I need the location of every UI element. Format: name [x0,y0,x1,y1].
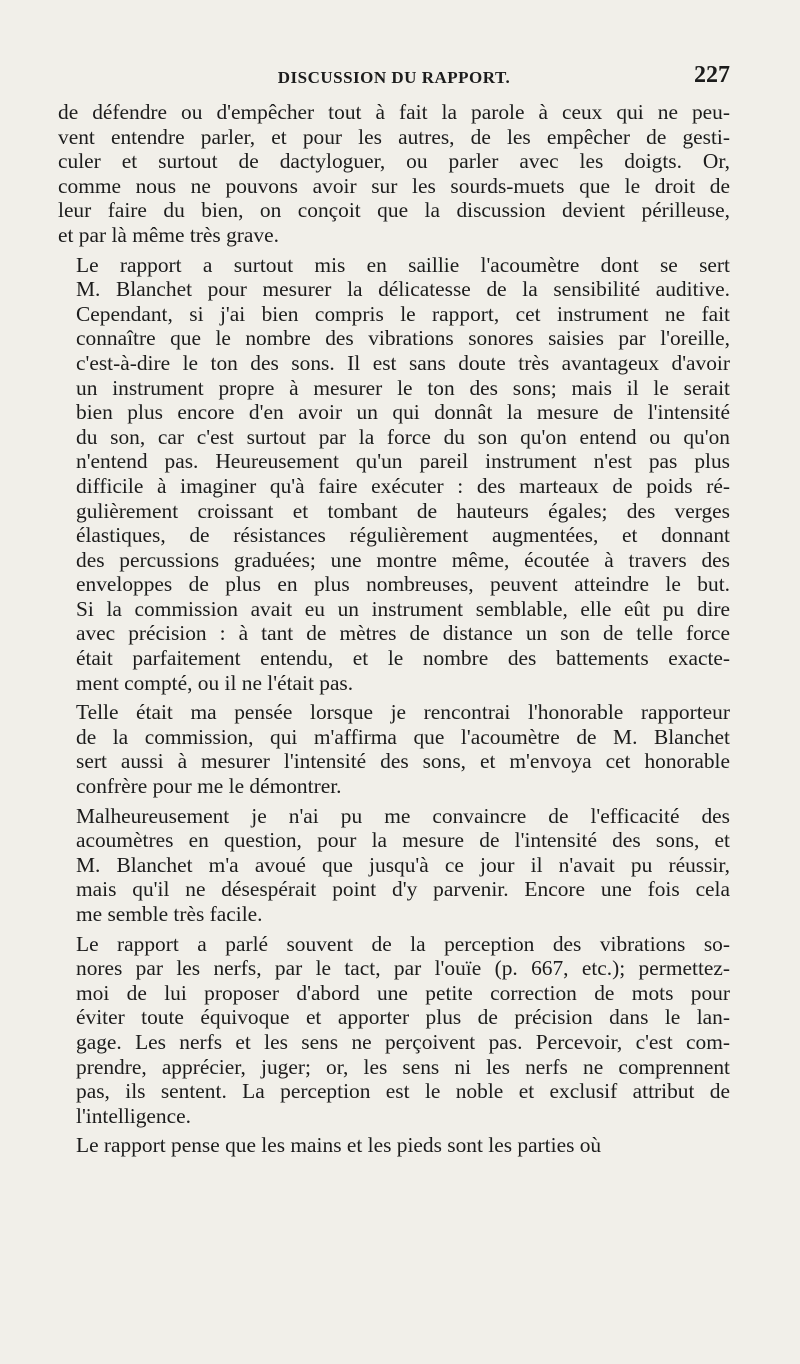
paragraph [58,700,730,798]
paragraph [58,100,730,248]
text-line: Le rapport pense que les mains et les pieds sont les parties où [76,1133,602,1158]
text-line: difficile à imaginer qu'à faire exécuter : des marteaux de poids ré- [76,473,730,498]
text-line: du son, car c'est surtout par la force du son qu'on entend ou qu'on [76,424,730,449]
text-line: mais qu'il ne désespérait point d'y parvenir. Encore une fois cela [76,877,730,902]
text-line: Telle était ma pensée lorsque je rencontrai l'honorable rapporteur [76,700,730,725]
paragraph [58,1133,730,1158]
text-line: leur faire du bien, on conçoit que la discussion devient périlleuse, [58,198,730,223]
text-line: un instrument propre à mesurer le ton des sons; mais il le serait [76,375,730,400]
text-line: c'est-à-dire le ton des sons. Il est sans doute très avantageux d'avoir [76,350,730,375]
text-line: Si la commission avait eu un instrument semblable, elle eût pu dire [76,596,730,621]
text-line: de la commission, qui m'affirma que l'acoumètre de M. Blanchet [76,724,730,749]
text-line: acoumètres en question, pour la mesure de l'intensité des sons, et [76,828,730,853]
page-number: 227 [694,62,730,88]
text-line: l'intelligence. [76,1103,191,1128]
text-line: Le rapport a parlé souvent de la perception des vibrations so- [76,931,730,956]
text-line: M. Blanchet pour mesurer la délicatesse de la sensibilité auditive. [76,277,730,302]
text-line: me semble très facile. [76,902,263,926]
text-line: moi de lui proposer d'abord une petite correction de mots pour [76,980,730,1005]
text-line: avec précision : à tant de mètres de distance un son de telle force [76,621,730,646]
text-line: n'entend pas. Heureusement qu'un pareil instrument n'est pas plus [76,449,730,474]
text-line: nores par les nerfs, par le tact, par l'ouïe (p. 667, etc.); permettez- [76,956,730,981]
text-line: ment compté, ou il ne l'était pas. [76,670,354,695]
text-line: de défendre ou d'empêcher tout à fait la parole à ceux qui ne peu- [58,100,730,124]
text-line: était parfaitement entendu, et le nombre des battements exacte- [76,646,730,671]
paragraph [58,253,730,696]
text-line: Malheureusement je n'ai pu me convaincre de l'efficacité des [76,803,730,828]
text-line: sert aussi à mesurer l'intensité des sons, et m'envoya cet honorable [76,749,730,774]
text-line: confrère pour me le démontrer. [76,774,342,799]
text-line: vent entendre parler, et pour les autres, de les empêcher de gesti- [58,124,730,149]
paragraph [58,804,730,927]
paragraph [58,932,730,1129]
running-title: DISCUSSION DU RAPPORT. [277,68,511,87]
text-line: gulièrement croissant et tombant de hauteurs égales; des verges [76,498,730,523]
text-line: des percussions graduées; une montre même, écoutée à travers des [76,547,730,572]
text-line: gage. Les nerfs et les sens ne perçoivent pas. Percevoir, c'est com- [76,1029,730,1054]
text-line: prendre, apprécier, juger; or, les sens ni les nerfs ne comprennent [76,1054,730,1079]
text-line: connaître que le nombre des vibrations sonores saisies par l'oreille, [76,326,730,351]
text-line: Cependant, si j'ai bien compris le rapport, cet instrument ne fait [76,301,730,326]
text-line: et par là même très grave. [58,222,279,247]
text-line: pas, ils sentent. La perception est le noble et exclusif attribut de [76,1079,730,1104]
text-line: élastiques, de résistances régulièrement augmentées, et donnant [76,523,730,548]
page-header [58,62,730,98]
text-line: éviter toute équivoque et apporter plus de précision dans le lan- [76,1005,730,1030]
text-line: culer et surtout de dactyloguer, ou parler avec les doigts. Or, [58,149,730,174]
text-line: comme nous ne pouvons avoir sur les sourds-muets que le droit de [58,173,730,198]
text-line: bien plus encore d'en avoir un qui donnât la mesure de l'intensité [76,400,730,425]
text-line: M. Blanchet m'a avoué que jusqu'à ce jour il n'avait pu réussir, [76,852,730,877]
text-line: Le rapport a surtout mis en saillie l'acoumètre dont se sert [76,252,730,277]
text-line: enveloppes de plus en plus nombreuses, peuvent atteindre le but. [76,572,730,597]
body-text [58,100,730,1158]
